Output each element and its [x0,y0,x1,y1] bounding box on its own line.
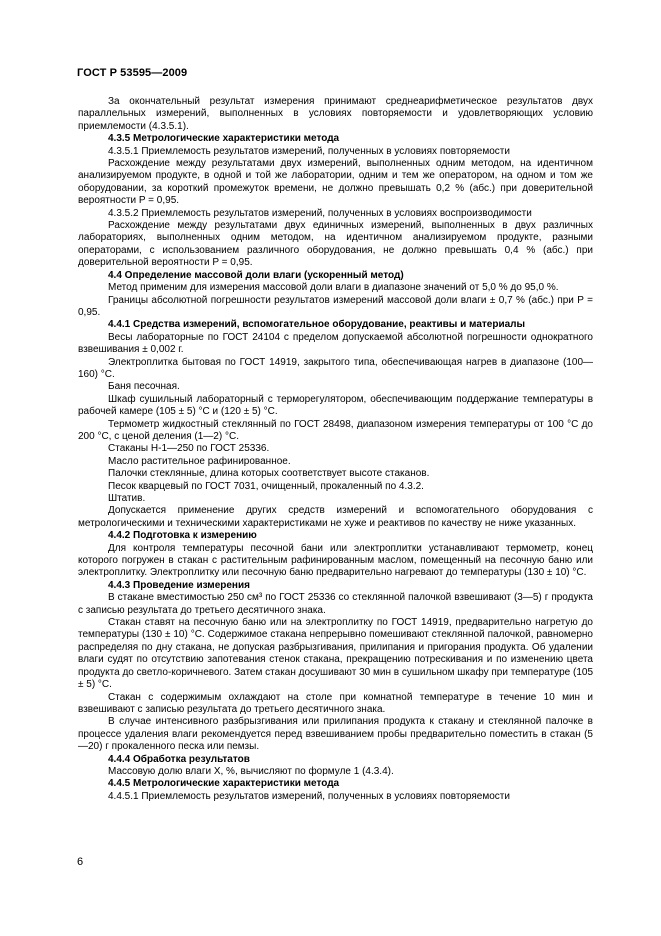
paragraph-scales: Весы лабораторные по ГОСТ 24104 с пределом допускаемой абсолютной погрешности однократного взвешивания ± 0,002 г. [78,331,593,356]
paragraph-quartz-sand: Песок кварцевый по ГОСТ 7031, очищенный, прокаленный по 4.3.2. [108,480,424,492]
paragraph-sputtering: В случае интенсивного разбрызгивания или прилипания продукта к стакану и стеклянной палочке в процессе удаления влаги рекомендуется перед взвешиванием пробы предварительно поместить в стакан (5—20) г прокаленного песка или пемзы. [78,716,593,753]
document-body [78,96,593,803]
heading-4-4-1: 4.4.1 Средства измерений, вспомогательное оборудование, реактивы и материалы [108,319,526,331]
heading-4-4: 4.4 Определение массовой доли влаги (ускоренный метод) [108,269,404,281]
paragraph-reproducibility: Расхождение между результатами двух единичных измерений, выполненных в двух различных лабораториях, выполненных одним методом, на идентичном анализируемом продукте, разными операторами, с использованием различного оборудования, не должно превышать 0,4 % (абс.) при доверительной вероятности P = 0,95. [78,220,593,269]
paragraph-4-4-5-1: 4.4.5.1 Приемлемость результатов измерений, полученных в условиях повторяемости [108,790,510,802]
paragraph-oil: Масло растительное рафинированное. [108,455,291,467]
paragraph-hotplate: Электроплитка бытовая по ГОСТ 14919, закрытого типа, обеспечивающая нагрев в диапазоне (100—160) °С. [78,356,593,380]
paragraph-alternatives: Допускается применение других средств измерений и вспомогательного оборудования с метрологическими и техническими характеристиками не хуже и реактивов по качеству не ниже указанных. [78,505,593,529]
paragraph-formula: Массовую долю влаги X, %, вычисляют по формуле 1 (4.3.4). [108,765,394,777]
paragraph-heating: Стакан ставят на песочную баню или на электроплитку по ГОСТ 14919, предварительно нагретую до температуры (130 ± 10) °С. Содержимое стакана непрерывно помешивают стеклянной палочкой, равномерно распределяя по дну стакана, не допуская разбрызгивания, прилипания и пригорания продукта. Об удалении влаги судят по отсутствию запотевания стенок стакана, прекращению потрескивания и по изменению цвета продукта до светло-коричневого. Затем стакан досушивают 30 мин в сушильном шкафу при температуре (105 ± 5) °С. [78,617,593,691]
paragraph-4-3-5-2: 4.3.5.2 Приемлемость результатов измерений, полученных в условиях воспроизводимости [108,207,532,219]
paragraph-glass-rods: Палочки стеклянные, длина которых соответствует высоте стаканов. [108,468,430,480]
heading-4-3-5: 4.3.5 Метрологические характеристики метода [108,133,340,145]
paragraph-method-range: Метод применим для измерения массовой доли влаги в диапазоне значений от 5,0 % до 95,0 %. [108,282,559,294]
paragraph-beakers: Стаканы Н-1—250 по ГОСТ 25336. [108,443,270,455]
paragraph-stand: Штатив. [108,493,146,504]
paragraph-drying-oven: Шкаф сушильный лабораторный с терморегулятором, обеспечивающим поддержание температуры в рабочей камере (105 ± 5) °С и (120 ± 5) °С. [78,393,593,418]
paragraph-sand-bath: Баня песочная. [108,381,180,393]
page-number: 6 [77,856,84,868]
paragraph-preparation: Для контроля температуры песочной бани или электроплитки устанавливают термометр, конец которого погружен в стакан с растительным рафинированным маслом, помещенный на песочную баню или электроплитку. Электроплитку или песочную баню предварительно нагревают до температуры (130 ± 10) °С. [78,542,593,579]
paragraph-4-3-5-1: 4.3.5.1 Приемлемость результатов измерений, полученных в условиях повторяемости [108,145,510,157]
heading-4-4-4: 4.4.4 Обработка результатов [108,753,250,765]
paragraph-cooling: Стакан с содержимым охлаждают на столе при комнатной температуре в течение 10 мин и взвешивают с записью результата до третьего десятичного знака. [78,691,593,715]
document-header: ГОСТ Р 53595—2009 [77,67,188,79]
heading-4-4-5: 4.4.5 Метрологические характеристики метода [108,778,340,790]
paragraph-thermometer: Термометр жидкостный стеклянный по ГОСТ 28498, диапазоном измерения температуры от 100 °С до 200 °С, с ценой деления (1—2) °С. [78,418,593,442]
paragraph-repeatability: Расхождение между результатами двух измерений, выполненных одним методом, на идентичном анализируемом продукте, в одной и той же лаборатории, одним и тем же оператором, на одном и том же оборудовании, за короткий промежуток времени, не должно превышать 0,2 % (абс.) при доверительной вероятности P = 0,95. [78,158,593,207]
paragraph-final-result: За окончательный результат измерения принимают среднеарифметическое результатов двух параллельных измерений, выполненных в условиях повторяемости и удовлетворяющих условию приемлемости (4.3.5.1). [78,96,593,132]
paragraph-error-bounds: Границы абсолютной погрешности результатов измерений массовой доли влаги ± 0,7 % (абс.) при P = 0,95. [78,294,593,318]
heading-4-4-2: 4.4.2 Подготовка к измерению [108,530,257,542]
heading-4-4-3: 4.4.3 Проведение измерения [108,579,250,591]
paragraph-weighing: В стакане вместимостью 250 см³ по ГОСТ 25336 со стеклянной палочкой взвешивают (3—5) г продукта с записью результата до третьего десятичного знака. [78,592,593,616]
